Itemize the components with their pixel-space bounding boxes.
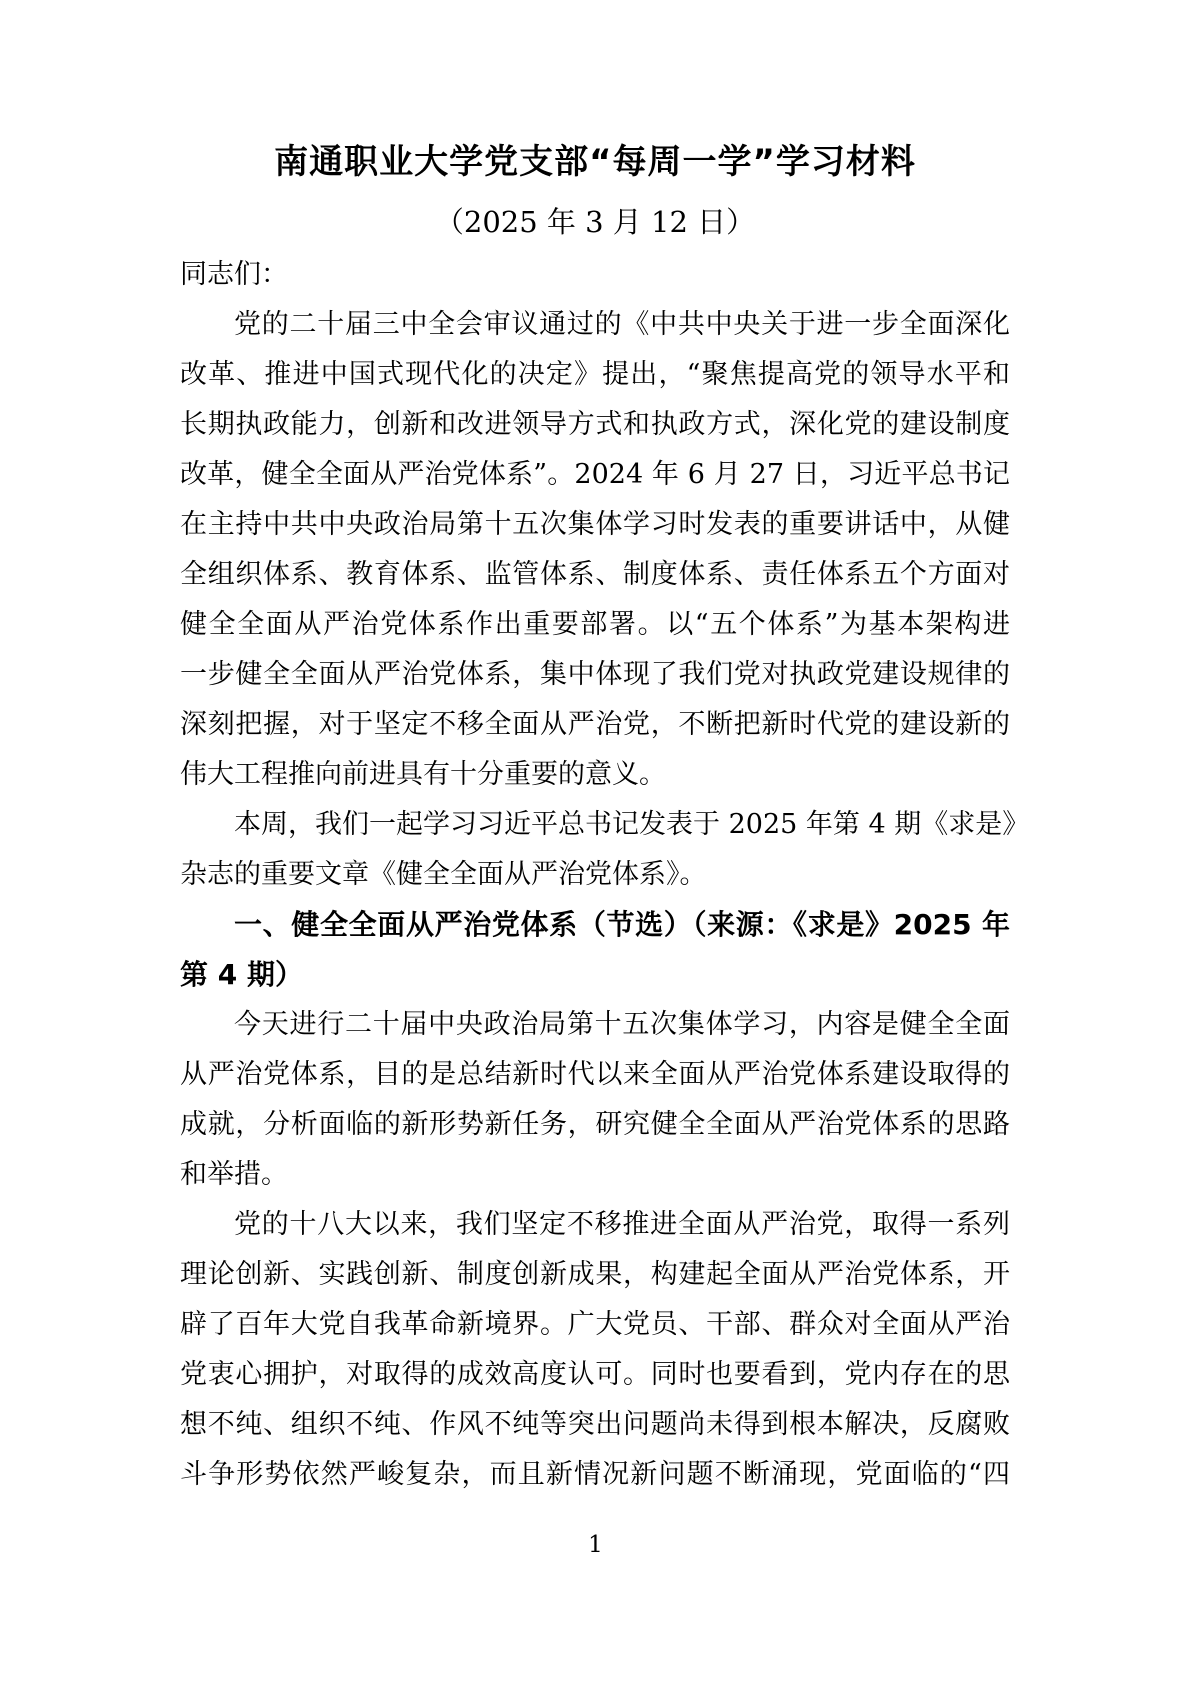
document-date: （2025 年 3 月 12 日） [434,205,756,239]
text-line: 想不纯、组织不纯、作风不纯等突出问题尚未得到根本解决，反腐败 [180,1409,1010,1440]
paragraph [180,1200,1010,1500]
text-line: 一、健全全面从严治党体系（节选）（来源：《求是》2025 年 [234,908,1010,941]
paragraph [180,800,1030,900]
document-body [180,300,1030,1500]
text-line: 辟了百年大党自我革命新境界。广大党员、干部、群众对全面从严治 [180,1309,1010,1340]
text-line: 深刻把握，对于坚定不移全面从严治党，不断把新时代党的建设新的 [180,709,1010,740]
text-line: 本周，我们一起学习习近平总书记发表于 2025 年第 4 期《求是》 [234,809,1030,840]
text-line: 第 4 期） [180,958,303,991]
text-line: 健全全面从严治党体系作出重要部署。以“五个体系”为基本架构进 [180,609,1010,640]
text-line: 全组织体系、教育体系、监管体系、制度体系、责任体系五个方面对 [180,559,1010,590]
text-line: 党衷心拥护，对取得的成效高度认可。同时也要看到，党内存在的思 [180,1359,1010,1390]
text-line: 在主持中共中央政治局第十五次集体学习时发表的重要讲话中，从健 [180,509,1010,540]
text-line: 一步健全全面从严治党体系，集中体现了我们党对执政党建设规律的 [180,659,1010,690]
salutation: 同志们： [180,259,288,290]
text-line: 改革，健全全面从严治党体系”。2024 年 6 月 27 日，习近平总书记 [180,459,1010,490]
text-line: 今天进行二十届中央政治局第十五次集体学习，内容是健全全面 [234,1009,1010,1040]
text-line: 长期执政能力，创新和改进领导方式和执政方式，深化党的建设制度 [180,409,1010,440]
section-heading [180,900,1010,1000]
text-line: 改革、推进中国式现代化的决定》提出，“聚焦提高党的领导水平和 [180,359,1010,390]
text-line: 从严治党体系，目的是总结新时代以来全面从严治党体系建设取得的 [180,1059,1010,1090]
document-title: 南通职业大学党支部“每周一学”学习材料 [274,142,916,182]
text-line: 理论创新、实践创新、制度创新成果，构建起全面从严治党体系，开 [180,1259,1010,1290]
text-line: 和举措。 [180,1159,288,1190]
page-number: 1 [588,1532,603,1558]
text-line: 党的二十届三中全会审议通过的《中共中央关于进一步全面深化 [234,309,1010,340]
text-line: 斗争形势依然严峻复杂，而且新情况新问题不断涌现，党面临的“四 [180,1459,1010,1490]
text-line: 伟大工程推向前进具有十分重要的意义。 [180,759,666,790]
text-line: 成就，分析面临的新形势新任务，研究健全全面从严治党体系的思路 [180,1109,1010,1140]
text-line: 党的十八大以来，我们坚定不移推进全面从严治党，取得一系列 [234,1209,1010,1240]
document-content [180,130,1030,1500]
paragraph [180,300,1010,800]
text-line: 杂志的重要文章《健全全面从严治党体系》。 [180,859,707,890]
paragraph [180,1000,1010,1200]
